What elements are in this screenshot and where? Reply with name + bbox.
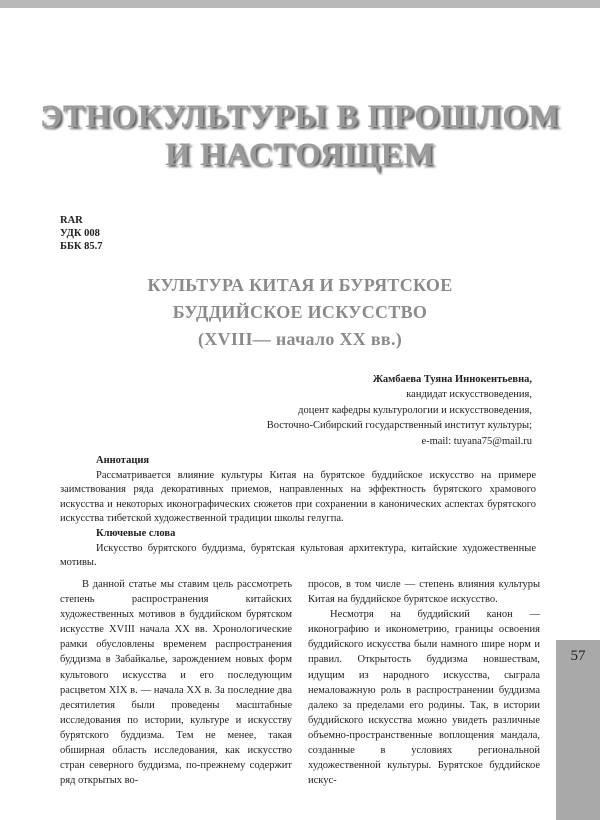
keywords-text: Искусство бурятского буддизма, бурятская культовая архитектура, китайские художественные мотивы. [60, 542, 536, 569]
body-paragraph-continued: просов, в том числе — степень влияния культуры Китая на буддийское бурятское искусство. [308, 579, 540, 606]
top-band [0, 0, 600, 8]
abstract-text: Рассматривается влияние культуры Китая на бурятское буддийское искусство на примере заимствования ряда декоративных приемов, направленных на эффектность бурятского храмового искусства и некоторых иконографических сюжетов при сохранении в канонических аспектах бурятского искусства тибетской художественной традиции школы гелугпа. [60, 469, 536, 525]
article-title-line-3: (XVIII— начало XX вв.) [197, 329, 403, 349]
abstract-block [60, 454, 536, 571]
article-title-line-1: КУЛЬТУРА КИТАЯ И БУРЯТСКОЕ [147, 275, 453, 295]
article-title [0, 272, 600, 353]
author-institution: Восточно-Сибирский государственный институт культуры; [266, 420, 532, 432]
classification-codes [60, 214, 103, 253]
rar-code: RAR [60, 215, 83, 226]
author-block [267, 372, 532, 449]
body-paragraph: Несмотря на буддийский канон — иконографию и иконометрию, границы освоения буддийского искусства были намного шире норм и правил. Открытость буддизма новшествам, идущим из народного искусства, сыграла немаловажную роль в распространении буддизма далеко за пределами его родины. Так, в истории буддийского искусства можно увидеть различные объемно-пространственные воплощения мандала, созданные в условиях региональной художественной культуры. Бурятское буддийское искус- [308, 609, 540, 787]
article-title-line-2: БУДДИЙСКОЕ ИСКУССТВО [172, 302, 428, 322]
bbk-code: ББК 85.7 [60, 241, 103, 252]
body-column-right [308, 577, 540, 788]
section-header [0, 98, 600, 174]
abstract-heading: Аннотация [96, 455, 150, 466]
body-column-left [60, 577, 292, 788]
udk-code: УДК 008 [60, 228, 100, 239]
section-header-line-2: И НАСТОЯЩЕМ [165, 137, 435, 173]
body-paragraph: В данной статье мы ставим цель рассмотреть степень распространения китайских художественных мотивов в буддийском бурятском искусстве XVIII начала XX вв. Хронологические рамки обусловлены временем распространения буддизма в Забайкалье, зарождением новых форм культового искусства и его последующим расцветом XIX в. — начала XX в. За последние два десятилетия были проведены масштабные исследования по истории, культуре и искусству бурятского буддизма. Тем не менее, такая обширная область исследования, как искусство стран северного буддизма, по-прежнему содержит ряд открытых во- [60, 579, 292, 787]
page-number-tab [556, 640, 600, 820]
author-email: e-mail: tuyana75@mail.ru [421, 435, 532, 447]
author-degree: кандидат искусствоведения, [406, 389, 532, 401]
section-header-line-1: ЭТНОКУЛЬТУРЫ В ПРОШЛОМ [39, 99, 561, 135]
author-name: Жамбаева Туяна Иннокентьевна, [372, 374, 532, 385]
page-number: 57 [570, 648, 586, 664]
keywords-heading: Ключевые слова [96, 527, 176, 539]
author-position: доцент кафедры культурологии и искусствоведения, [298, 404, 532, 416]
